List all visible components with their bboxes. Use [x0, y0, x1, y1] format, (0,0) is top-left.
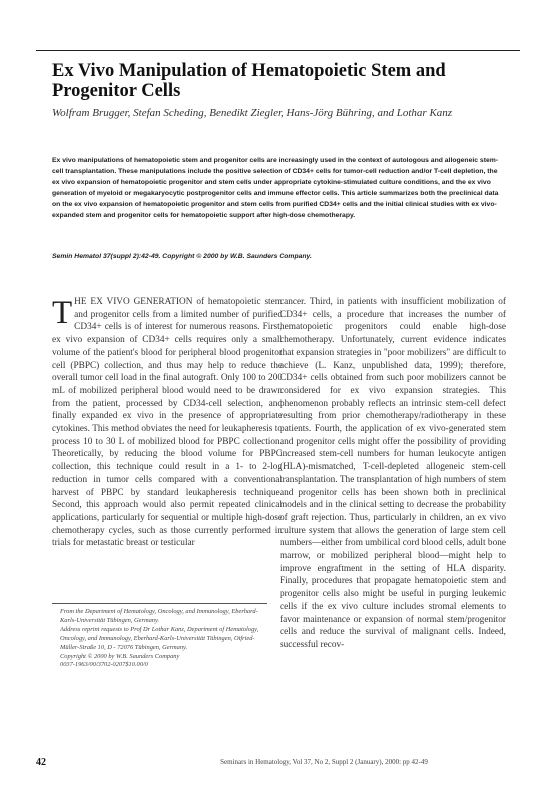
running-footer: Seminars in Hematology, Vol 37, No 2, Suppl 2 (January), 2000: pp 42-49 [220, 758, 428, 766]
body-text-right: cancer. Third, in patients with insufficient mobilization of CD34+ cells, a procedure that increases the number of hematopoietic progenitors could enable high-dose chemotherapy. Unfortunately, current evidence indicates that expansion strategies in "poor mobilizers" are difficult to achieve (L. Kanz, unpublished data, 1999); therefore, CD34+ cells obtained from such poor mobilizers cannot be considered for ex vivo expansion strategies. This phenomenon probably reflects an intrinsic stem-cell defect resulting from prior chemotherapy/radiotherapy in these patients. Fourth, the application of ex vivo-generated stem and progenitor cells might offer the possibility of providing increased stem-cell numbers for human leukocyte antigen (HLA)-mismatched, T-cell-depleted allogeneic stem-cell transplantation. The transplantation of high numbers of stem and progenitor cells has been shown both in preclinical models and in the clinical setting to decrease the probability of graft rejection. Thus, particularly in children, an ex vivo culture system that allows the generation of large stem cell numbers—either from umbilical cord blood cells, adult bone marrow, or mobilized peripheral blood—might help to improve engraftment in the setting of HLA disparity. Finally, procedures that propagate hematopoietic stem and progenitor cells also might be useful in purging leukemic cells if the ex vivo culture includes stromal elements to favor maintenance or expansion of normal stem/progenitor cells and reduce the survival of malignant cells. Indeed, successful recov- [280, 297, 506, 650]
footnote-issn: 0037-1963/00/3702-0207$10.00/0 [60, 661, 148, 669]
page-number: 42 [36, 757, 46, 768]
abstract: Ex vivo manipulations of hematopoietic stem and progenitor cells are increasingly used in the context of autologous and allogeneic stem-cell transplantation. These manipulations include the positive selection of CD34+ cells for tumor-cell reduction and/or T-cell depletion, the ex vivo expansion of hematopoietic progenitor and stem cells under appropriate cytokine-stimulated culture conditions, and the ex vivo generation of myeloid or megakaryocytic postprogenitor cells and immune effector cells. This article summarizes both the preclinical data on the ex vivo expansion of hematopoietic progenitor and stem cells from purified CD34+ cells and the initial clinical studies with ex vivo- expanded stem and progenitor cells for hematopoietic support after high-dose chemotherapy. [52, 157, 499, 219]
body-text-left: HE EX VIVO GENERATION of hematopoietic stem and progenitor cells from a limited number of purified CD34+ cells is of interest for numerous reasons. First, ex vivo expansion of CD34+ cells requires only a small volume of the patient's blood for peripheral blood progenitor cell (PBPC) collection, and thus may help to reduce the overall tumor cell load in the final autograft. Only 100 to 200 mL of mobilized peripheral blood would need to be drawn from the patient, processed by CD34-cell selection, and finally expanded ex vivo in the presence of appropriate cytokines. This method obviates the need for leukapheresis to process 10 to 30 L of mobilized blood for PBPC collection. Theoretically, by reducing the blood volume for PBPC collection, this technique could result in a 1- to 2-log reduction in tumor cells compared with a conventional harvest of PBPC by standard leukapheresis technique. Second, this approach would also permit repeated clinical applications, particularly for sequential or multiple high-dose chemotherapy cycles, such as those currently performed in trials for metastatic breast or testicular [52, 297, 282, 549]
body-column-right [280, 296, 506, 652]
footnote-rule [52, 603, 267, 604]
body-column-left [52, 296, 282, 550]
footnote-address: Address reprint requests to Prof Dr Lothar Kanz, Department of Hematology, Oncology, and Immunology, Eberhard-Karls-Universität Tübingen, Otfried-Müller-Straße 10, D - 72076 Tübingen, Germany. [60, 625, 259, 651]
drop-cap: T [52, 295, 73, 331]
header-rule [36, 50, 520, 51]
page-footer [36, 757, 506, 771]
author-list: Wolfram Brugger, Stefan Scheding, Benedikt Ziegler, Hans-Jörg Bühring, and Lothar Kanz [52, 107, 453, 119]
footnote [60, 608, 268, 670]
footnote-copyright: Copyright © 2000 by W.B. Saunders Company [60, 652, 180, 660]
footnote-affiliation: From the Department of Hematology, Oncology, and Immunology, Eberhard-Karls-Universität Tübingen, Germany. [60, 608, 258, 624]
citation-line: Semin Hematol 37(suppl 2):42-49. Copyright © 2000 by W.B. Saunders Company. [52, 253, 312, 260]
article-title: Ex Vivo Manipulation of Hematopoietic Stem and Progenitor Cells [52, 61, 446, 101]
